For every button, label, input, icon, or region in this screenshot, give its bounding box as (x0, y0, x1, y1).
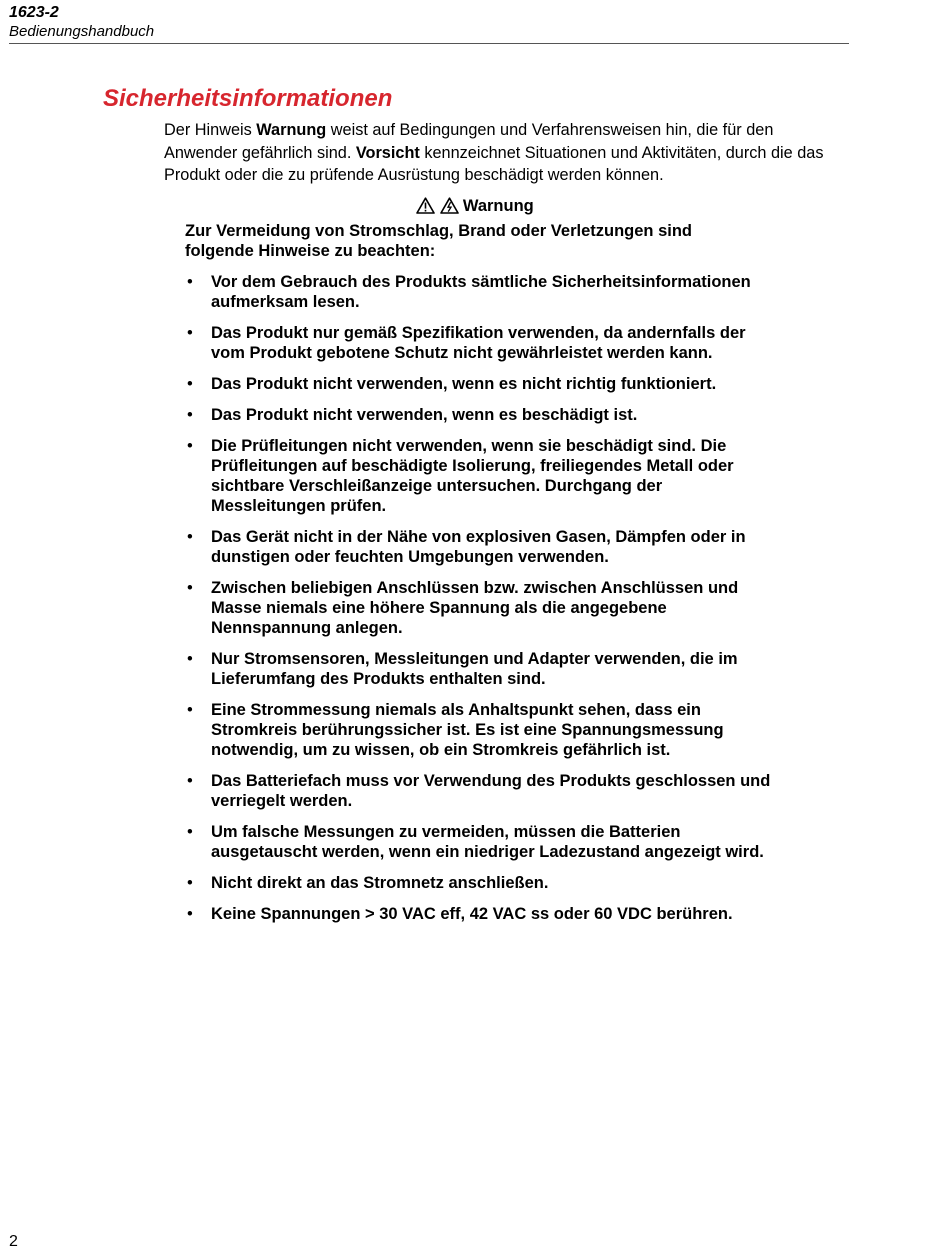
header-model: 1623-2 (9, 4, 59, 21)
bullet-glyph: • (187, 437, 193, 455)
bullet-glyph: • (187, 324, 193, 342)
bullet-glyph: • (187, 650, 193, 668)
bullet-glyph: • (187, 528, 193, 546)
list-item-text: Das Batteriefach muss vor Verwendung des Produkts geschlossen und verriegelt werden. (211, 772, 771, 810)
intro-text-3: kennzeichnet Situationen und Aktivitäten, durch die das Produkt oder die zu prüfende Ausrüstung beschädigt werden können. (164, 143, 824, 184)
list-item (185, 578, 775, 638)
list-item (185, 436, 775, 516)
section-title: Sicherheitsinformationen (103, 85, 393, 112)
list-item (185, 323, 775, 363)
list-item-text: Das Produkt nicht verwenden, wenn es beschädigt ist. (211, 406, 638, 424)
list-item-text: Zwischen beliebigen Anschlüssen bzw. zwischen Anschlüssen und Masse niemals eine höhere Spannung als die angegebene Nennspannung anlegen. (211, 579, 739, 637)
bullet-glyph: • (187, 772, 193, 790)
intro-text-2: weist auf Bedingungen und Verfahrensweisen hin, die für den Anwender gefährlich sind. (164, 121, 774, 162)
list-item-text: Das Gerät nicht in der Nähe von explosiven Gasen, Dämpfen oder in dunstigen oder feuchten Umgebungen verwenden. (211, 528, 746, 566)
electrical-hazard-icon (440, 197, 459, 214)
intro-term-warning: Warnung (256, 121, 327, 139)
list-item (185, 527, 775, 567)
list-item-text: Die Prüfleitungen nicht verwenden, wenn sie beschädigt sind. Die Prüfleitungen auf beschädigte Isolierung, freiliegendes Metall oder sichtbare Verschleißanzeige untersuchen. Durchgang der Messleitungen prüfen. (211, 437, 734, 515)
bullet-glyph: • (187, 273, 193, 291)
warning-heading-label: Warnung (462, 197, 534, 215)
warning-triangle-icon (416, 197, 435, 214)
page-header (9, 4, 849, 42)
bullet-glyph: • (187, 905, 193, 923)
list-item-text: Nur Stromsensoren, Messleitungen und Adapter verwenden, die im Lieferumfang des Produkts enthalten sind. (211, 650, 738, 688)
list-item-text: Das Produkt nur gemäß Spezifikation verwenden, da andernfalls der vom Produkt gebotene Schutz nicht gewährleistet werden kann. (211, 324, 746, 362)
list-item (185, 873, 775, 893)
list-item (185, 405, 775, 425)
warning-heading (185, 195, 765, 220)
list-item (185, 771, 775, 811)
list-item (185, 374, 775, 394)
bullet-glyph: • (187, 874, 193, 892)
list-item (185, 822, 775, 862)
warning-list (185, 272, 775, 935)
bullet-glyph: • (187, 823, 193, 841)
warning-lead: Zur Vermeidung von Stromschlag, Brand oder Verletzungen sind folgende Hinweise zu beachten: (185, 222, 693, 260)
list-item (185, 272, 775, 312)
list-item-text: Um falsche Messungen zu vermeiden, müssen die Batterien ausgetauscht werden, wenn ein niedriger Ladezustand angezeigt wird. (211, 823, 764, 861)
list-item-text: Keine Spannungen > 30 VAC eff, 42 VAC ss oder 60 VDC berühren. (211, 905, 733, 923)
list-item-text: Eine Strommessung niemals als Anhaltspunkt sehen, dass ein Stromkreis berührungssicher ist. Es ist eine Spannungsmessung notwendig, um zu wissen, ob ein Stromkreis gefährlich ist. (211, 701, 724, 759)
header-divider (9, 43, 849, 44)
bullet-glyph: • (187, 701, 193, 719)
list-item-text: Das Produkt nicht verwenden, wenn es nicht richtig funktioniert. (211, 375, 717, 393)
intro-text-1: Der Hinweis (164, 121, 257, 139)
warning-icons (416, 197, 459, 220)
list-item (185, 700, 775, 760)
bullet-glyph: • (187, 579, 193, 597)
header-document-title: Bedienungshandbuch (9, 23, 155, 40)
page-number: 2 (9, 1233, 18, 1250)
list-item-text: Nicht direkt an das Stromnetz anschließen. (211, 874, 549, 892)
intro-term-caution: Vorsicht (355, 143, 420, 162)
list-item-text: Vor dem Gebrauch des Produkts sämtliche Sicherheitsinformationen aufmerksam lesen. (211, 273, 751, 311)
list-item (185, 904, 775, 924)
intro-paragraph (164, 119, 844, 187)
bullet-glyph: • (187, 375, 193, 393)
list-item (185, 649, 775, 689)
bullet-glyph: • (187, 406, 193, 424)
